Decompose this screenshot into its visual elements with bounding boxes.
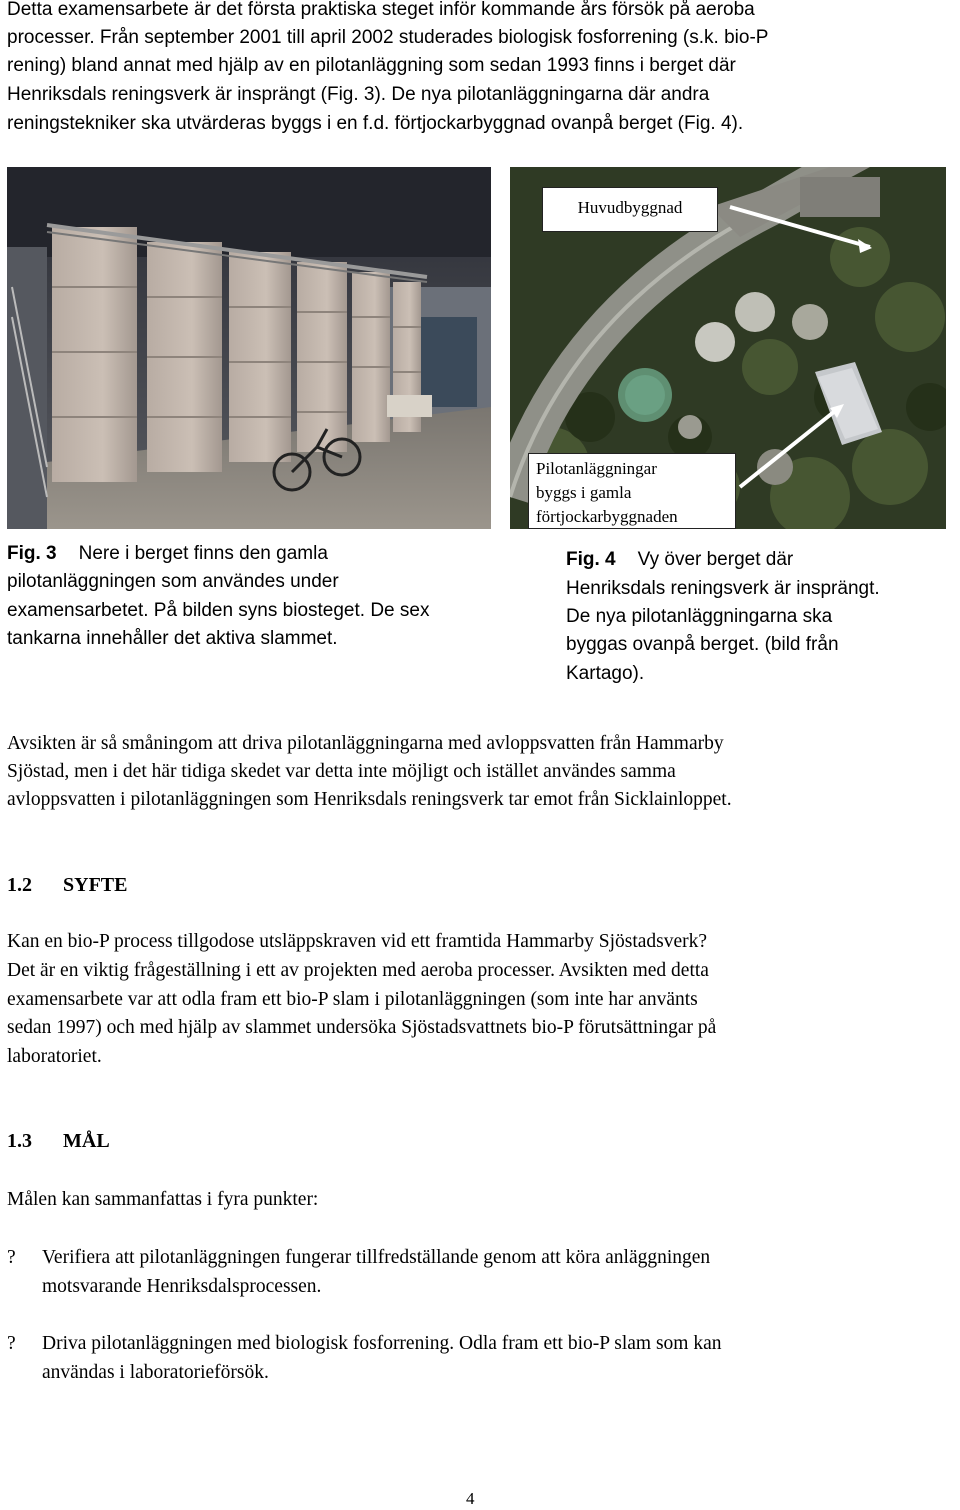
intro-line: Henriksdals reningsverk är insprängt (Fig. 3). De nya pilotanläggningarna där andra [7,84,710,105]
paragraph-line: examensarbete var att odla fram ett bio-P slam i pilotanläggningen (som inte har använts [7,989,698,1010]
section-title: MÅL [63,1130,110,1152]
caption-line: byggas ovanpå berget. (bild från [566,634,839,655]
callout-line: Pilotanläggningar [536,459,657,478]
caption-line: tankarna innehåller det aktiva slammet. [7,628,338,649]
caption-line: Kartago). [566,663,645,684]
paragraph-line: Sjöstad, men i det här tidiga skedet var detta inte möjligt och istället användes samma [7,761,676,782]
intro-line: reningstekniker ska utvärderas byggs i en f.d. förtjockarbyggnad ovanpå berget (Fig. 4). [7,113,744,134]
paragraph-line: laboratoriet. [7,1046,102,1067]
section-heading-syfte [7,874,127,897]
list-item-line: motsvarande Henriksdalsprocessen. [42,1276,322,1297]
caption-line: Henriksdals reningsverk är insprängt. [566,578,880,599]
caption-line: Nere i berget finns den gamla [78,543,328,564]
list-item-line: användas i laboratorieförsök. [42,1362,269,1383]
caption-line: pilotanläggningen som användes under [7,571,339,592]
page-number: 4 [466,1489,475,1508]
callout-line: byggs i gamla [536,483,632,502]
caption-line: De nya pilotanläggningarna ska [566,606,833,627]
list-item-line: Verifiera att pilotanläggningen fungerar tillfredställande genom att köra anläggningen [42,1247,711,1268]
caption-label: Fig. 4 [566,549,616,570]
intro-line: processer. Från september 2001 till april 2002 studerades biologisk fosforrening (s.k. bio-P [7,27,769,48]
figure-3-photo [7,167,491,529]
section-number: 1.2 [7,874,32,896]
paragraph-line: avloppsvatten i pilotanläggningen som Henriksdals reningsverk tar emot från Sicklainloppet. [7,789,732,810]
intro-line: Detta examensarbete är det första praktiska steget inför kommande års försök på aeroba [7,0,755,20]
paragraph-line: Kan en bio-P process tillgodose utsläppskraven vid ett framtida Hammarby Sjöstadsverk? [7,931,708,952]
paragraph-line: sedan 1997) och med hjälp av slammet undersöka Sjöstadsvattnets bio-P förutsättningar på [7,1017,717,1038]
caption-line: examensarbetet. På bilden syns biosteget. De sex [7,600,430,621]
section-title: SYFTE [63,874,128,896]
paragraph-line: Avsikten är så småningom att driva pilotanläggningarna med avloppsvatten från Hammarby [7,733,724,754]
paragraph-line: Det är en viktig frågeställning i ett av projekten med aeroba processer. Avsikten med detta [7,960,709,981]
figure-4-aerial-photo [510,167,946,529]
intro-line: rening) bland annat med hjälp av en pilotanläggning som sedan 1993 finns i berget där [7,55,736,76]
caption-line: Vy över berget där [637,549,794,570]
bullet-mark: ? [7,1333,16,1354]
section-number: 1.3 [7,1130,32,1152]
list-item-line: Driva pilotanläggningen med biologisk fosforrening. Odla fram ett bio-P slam som kan [42,1333,722,1354]
bullet-mark: ? [7,1247,16,1268]
caption-label: Fig. 3 [7,543,57,564]
callout-pilotanlaggningar [528,453,736,529]
callout-huvudbyggnad: Huvudbyggnad [542,187,718,232]
section-heading-mal [7,1130,110,1153]
mal-intro: Målen kan sammanfattas i fyra punkter: [7,1189,319,1210]
callout-line: förtjockarbyggnaden [536,507,678,526]
